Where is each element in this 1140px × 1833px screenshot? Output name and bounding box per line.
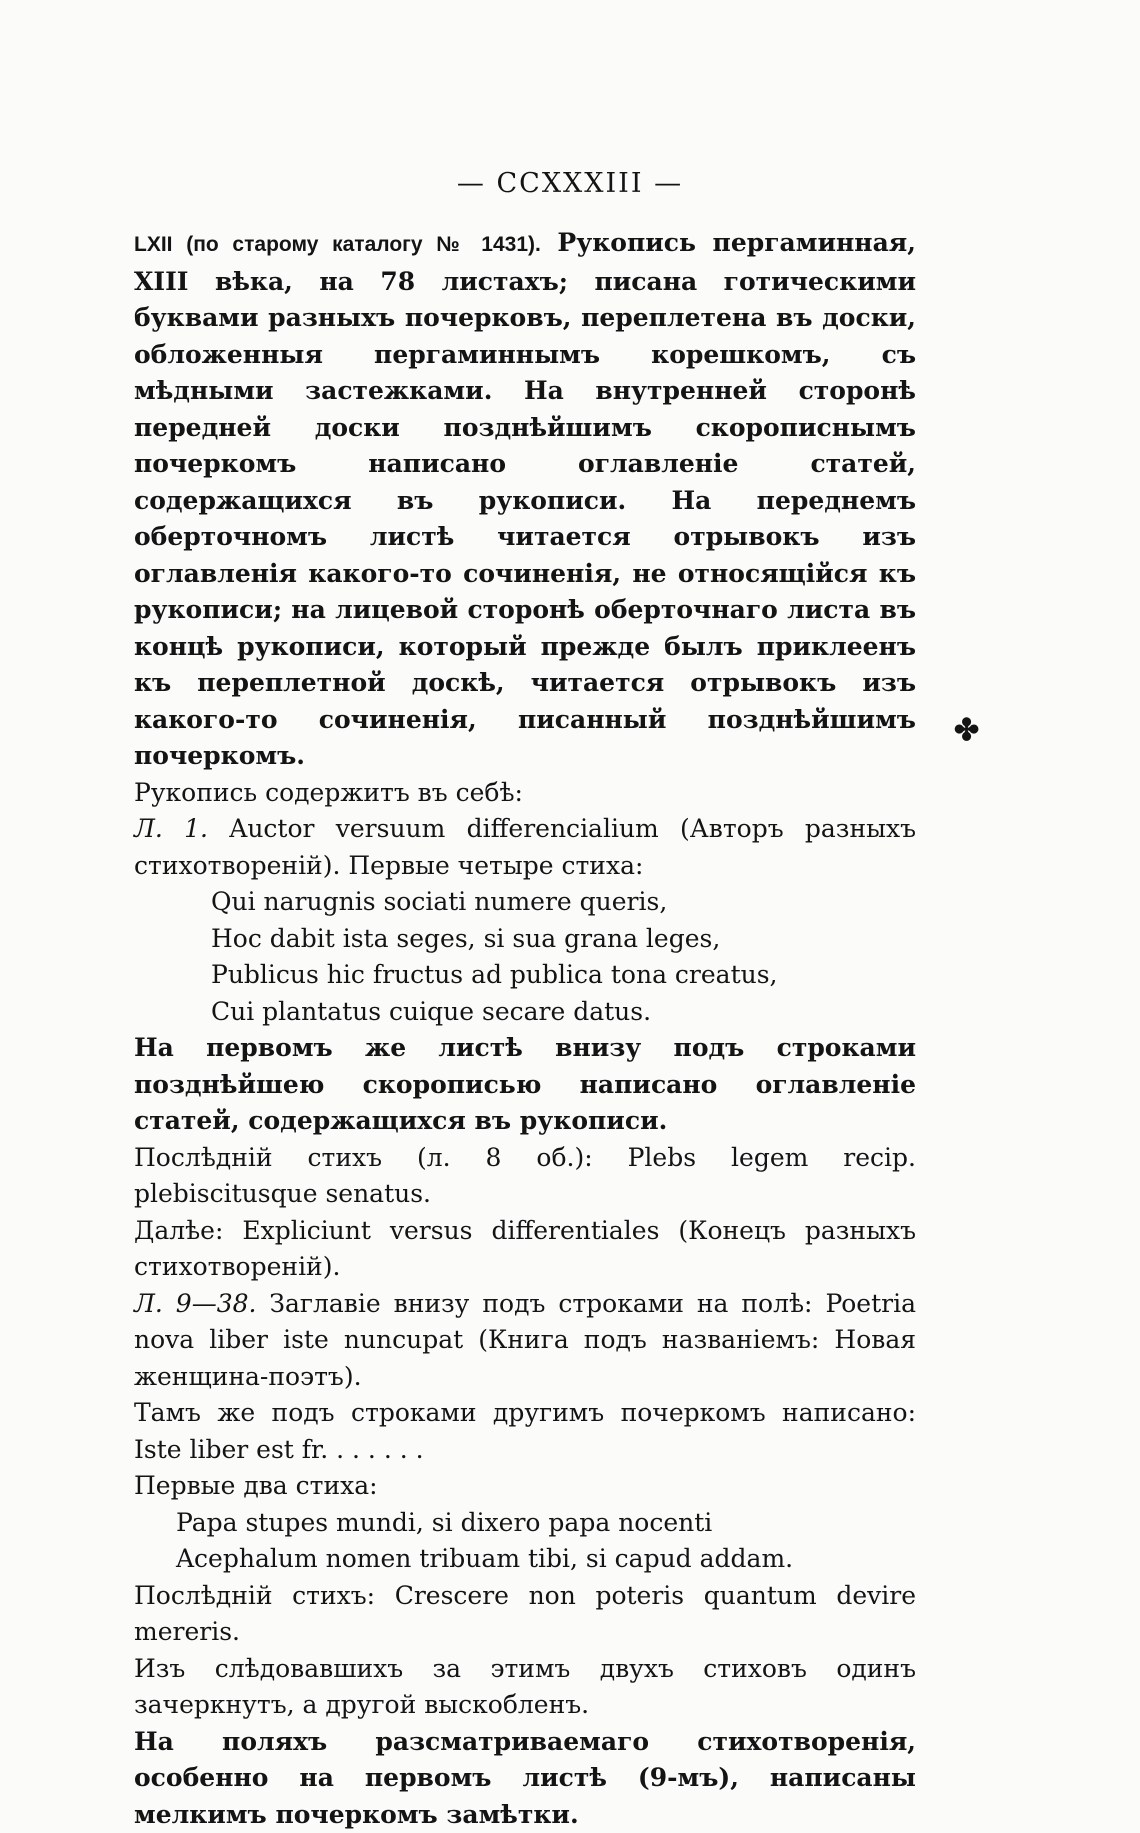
verse-line: Qui narugnis sociati numere queris, [211, 884, 916, 921]
first-leaf-paragraph: На первомъ же листѣ внизу подъ строками позднѣйшею скорописью написано оглавленіе статей, содержащихся въ рукописи. [134, 1030, 916, 1140]
verse-block-1 [134, 884, 916, 1030]
margins-paragraph: На поляхъ разсматриваемаго стихотворенія, особенно на первомъ листѣ (9-мъ), написаны мелкимъ почеркомъ замѣтки. [134, 1724, 916, 1833]
verse-line: Acephalum nomen tribuam tibi, si capud addam. [176, 1541, 916, 1578]
following-paragraph: Изъ слѣдовавшихъ за этимъ двухъ стиховъ одинъ зачеркнутъ, а другой выскобленъ. [134, 1651, 916, 1724]
ink-blot-icon: ✤ [954, 713, 979, 748]
further-paragraph: Далѣе: Expliciunt versus differentiales (Конецъ разныхъ стихотвореній). [134, 1213, 916, 1286]
verse-line: Papa stupes mundi, si dixero papa nocenti [176, 1505, 916, 1542]
entry-paragraph [134, 225, 916, 775]
verse-line: Cui plantatus cuique secare datus. [211, 994, 916, 1031]
same-paragraph: Тамъ же подъ строками другимъ почеркомъ написано: Iste liber est fr. . . . . . . [134, 1395, 916, 1468]
leaf1-paragraph [134, 811, 916, 884]
contents-intro: Рукопись содержитъ въ себѣ: [134, 775, 916, 812]
leaf2-paragraph [134, 1286, 916, 1396]
last-verse-paragraph: Послѣдній стихъ (л. 8 об.): Plebs legem recip. plebiscitusque senatus. [134, 1140, 916, 1213]
first-two-paragraph: Первые два стиха: [134, 1468, 916, 1505]
entry-intro: Рукопись пергаминная, XIII вѣка, на 78 листахъ; писана готическими буквами разныхъ почерковъ, переплетена въ доски, обложенныя пергаминнымъ корешкомъ, съ мѣдными застежками. На внутренней сторонѣ передней доски позднѣйшимъ скорописнымъ почеркомъ написано оглавленіе статей, содержащихся въ рукописи. На переднемъ оберточномъ листѣ читается отрывокъ изъ оглавленія какого-то сочиненія, не относящійся къ рукописи; на лицевой сторонѣ оберточнаго листа въ концѣ рукописи, который прежде былъ приклеенъ къ переплетной доскѣ, читается отрывокъ изъ какого-то сочиненія, писанный позднѣйшимъ почеркомъ. [134, 228, 916, 770]
last-verse-2-paragraph: Послѣдній стихъ: Crescere non poteris quantum devire mereris. [134, 1578, 916, 1651]
body-text [134, 225, 916, 1833]
leaf1-label: Л. 1. [134, 814, 208, 843]
entry-label: LXII (по старому каталогу № 1431). [134, 233, 541, 256]
verse-block-2 [134, 1505, 916, 1578]
leaf2-text: Заглавіе внизу подъ строками на полѣ: Poetria nova liber iste nuncupat (Книга подъ названіемъ: Новая женщина-поэтъ). [134, 1289, 916, 1391]
verse-line: Publicus hic fructus ad publica tona creatus, [211, 957, 916, 994]
verse-line: Hoc dabit ista seges, si sua grana leges, [211, 921, 916, 958]
page-header: — CCXXXIII — [0, 168, 1140, 199]
leaf1-text: Auctor versuum differencialium (Авторъ разныхъ стихотвореній). Первые четыре стиха: [134, 814, 916, 880]
leaf2-label: Л. 9—38. [134, 1289, 256, 1318]
